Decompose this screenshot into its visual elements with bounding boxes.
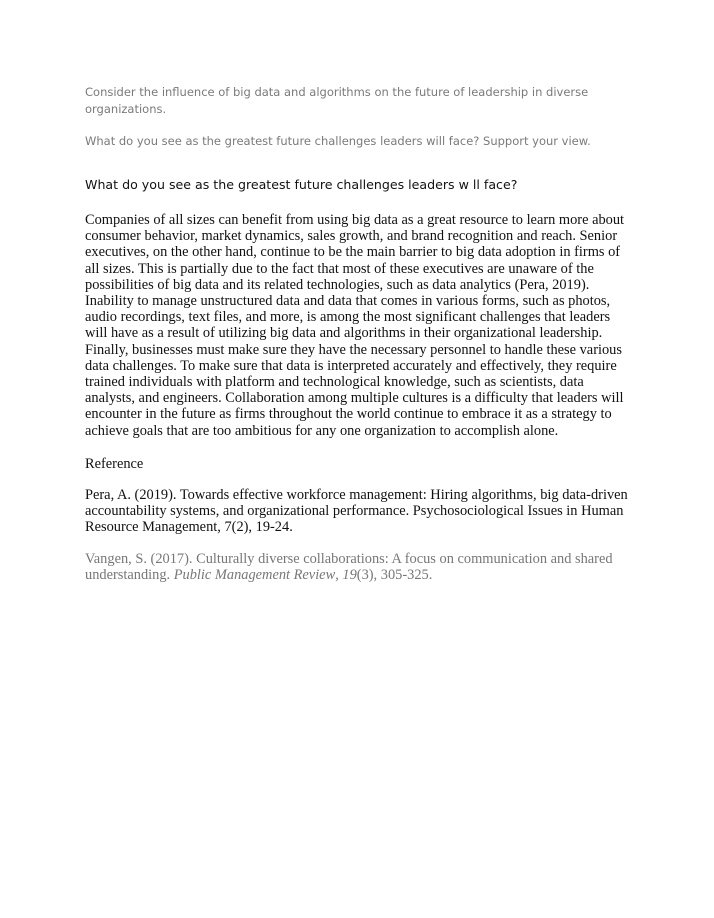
prompt-question-1: Consider the influence of big data and algorithms on the future of leadership in diverse organizations. [85, 85, 589, 116]
reference-entry-pera: Pera, A. (2019). Towards effective workforce management: Hiring algorithms, big data-driven accountability systems, and organizational performance. Psychosociological Issues in Human Resource Management, 7(2), 19-24. [85, 487, 628, 536]
essay-heading: What do you see as the greatest future challenges leaders w ll face? [85, 177, 518, 192]
reference-entry-vangen [85, 551, 633, 583]
essay-body-paragraph: Companies of all sizes can benefit from using big data as a great resource to learn more about consumer behavior, market dynamics, sales growth, and brand recognition and reach. Senior executives, on the other hand, continue to be the main barrier to big data adoption in firms of all sizes. This is partially due to the fact that most of these executives are unaware of the possibilities of big data and its related technologies, such as data analytics (Pera, 2019). Inability to manage unstructured data and data that comes in various forms, such as photos, audio recordings, text files, and more, is among the most significant challenges that leaders will have as a result of utilizing big data and algorithms in their organizational leadership. Finally, businesses must make sure they have the necessary personnel to handle these various data challenges. To make sure that data is interpreted accurately and effectively, they require trained individuals with platform and technological knowledge, such as scientists, data analysts, and engineers. Collaboration among multiple cultures is a difficulty that leaders will encounter in the future as firms throughout the world continue to embrace it as a strategy to achieve goals that are too ambitious for any one organization to accomplish alone. [85, 212, 625, 439]
reference-vangen-sep: , [335, 567, 343, 584]
reference-vangen-volume: 19 [342, 567, 357, 584]
reference-vangen-prefix: Vangen, S. (2017). Culturally diverse collaborations: A focus on communication and shared understanding. [85, 551, 613, 584]
prompt-question-2: What do you see as the greatest future challenges leaders will face? Support your view. [85, 134, 591, 148]
reference-vangen-suffix: (3), 305-325. [356, 567, 433, 584]
reference-vangen-journal: Public Management Review [173, 567, 336, 584]
reference-title: Reference [85, 456, 144, 472]
